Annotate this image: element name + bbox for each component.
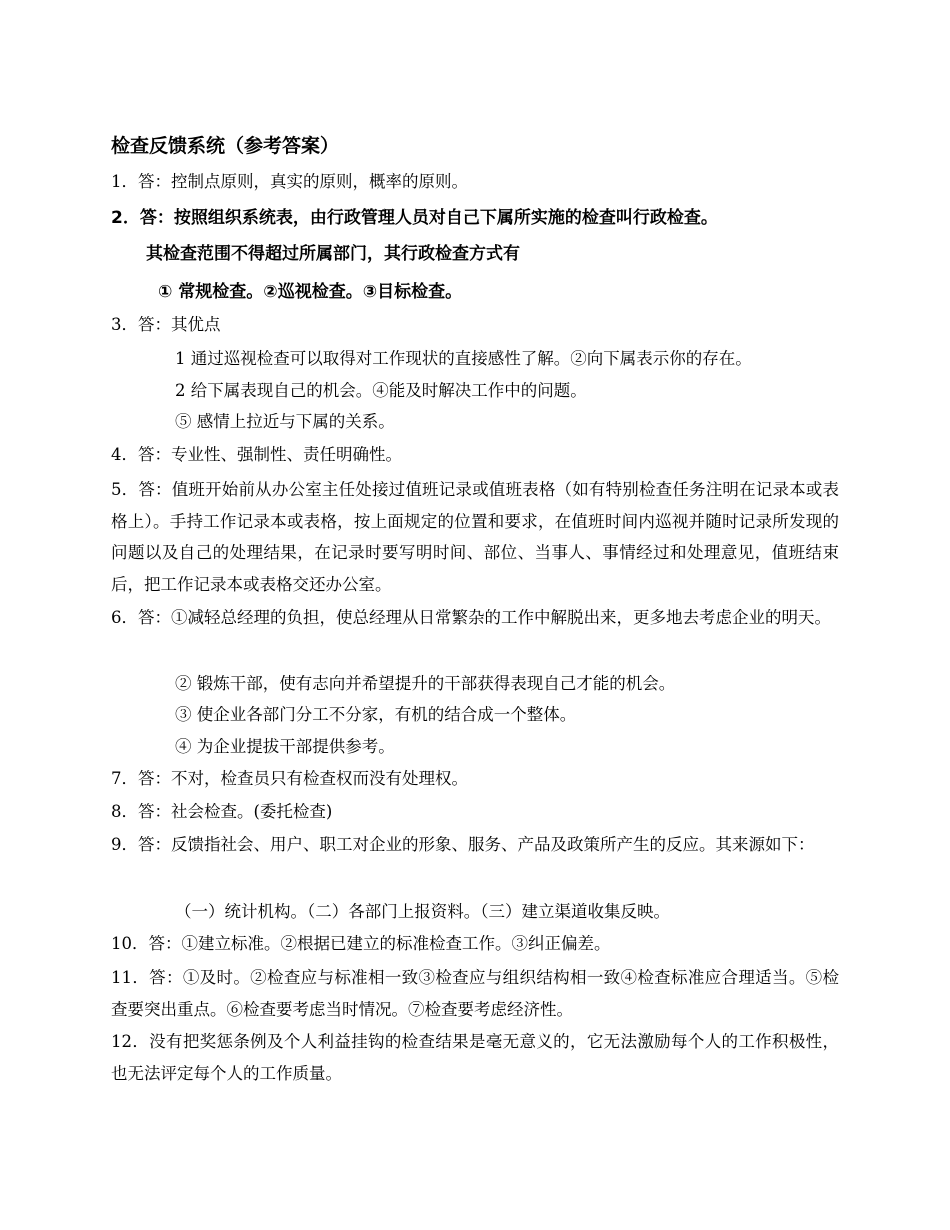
answer-6-item-4: ④ 为企业提拔干部提供参考。 [175,737,395,756]
answer-7: 7．答：不对，检查员只有检查权而没有处理权。 [111,769,468,788]
answer-6-item-2: ② 锻炼干部，使有志向并希望提升的干部获得表现自己才能的机会。 [175,674,676,693]
answer-10: 10．答：①建立标准。②根据已建立的标准检查工作。③纠正偏差。 [111,934,611,953]
answer-6-item-3: ③ 使企业各部门分工不分家，有机的结合成一个整体。 [175,705,577,724]
answer-4: 4．答：专业性、强制性、责任明确性。 [111,445,402,464]
answer-2-methods: ① 常规检查。②巡视检查。③目标检查。 [158,282,463,302]
answer-8: 8．答：社会检查。(委托检查) [111,802,333,821]
answer-3: 3．答：其优点 [111,315,221,334]
answer-9-sources: （一）统计机构。（二）各部门上报资料。（三）建立渠道收集反映。 [175,902,670,921]
answer-9: 9．答：反馈指社会、用户、职工对企业的形象、服务、产品及政策所产生的反应。其来源如下： [111,835,815,854]
answer-6: 6．答：①减轻总经理的负担，使总经理从日常繁杂的工作中解脱出来，更多地去考虑企业的明天。 [111,608,831,627]
answer-2: 2．答：按照组织系统表，由行政管理人员对自己下属所实施的检查叫行政检查。 [111,208,718,228]
document-title: 检查反馈系统（参考答案） [111,135,340,157]
answer-2-continuation: 其检查范围不得超过所属部门，其行政检查方式有 [146,244,520,264]
answer-3-item-2: 2 给下属表现自己的机会。④能及时解决工作中的问题。 [175,381,587,400]
answer-5: 5．答：值班开始前从办公室主任处接过值班记录或值班表格（如有特别检查任务注明在记录本或表格上）。手持工作记录本或表格，按上面规定的位置和要求，在值班时间内巡视并随时记录所发现的问题以及自己的处理结果，在记录时要写明时间、部位、当事人、事情经过和处理意见，值班结束后，把工作记录本或表格交还办公室。 [111,480,839,594]
answer-1: 1．答：控制点原则，真实的原则，概率的原则。 [111,172,468,191]
answer-12: 12．没有把奖惩条例及个人利益挂钩的检查结果是毫无意义的，它无法激励每个人的工作积极性，也无法评定每个人的工作质量。 [111,1032,839,1083]
answer-11: 11．答：①及时。②检查应与标准相一致③检查应与组织结构相一致④检查标准应合理适当。⑤检查要突出重点。⑥检查要考虑当时情况。⑦检查要考虑经济性。 [111,968,839,1019]
answer-3-item-1: 1 通过巡视检查可以取得对工作现状的直接感性了解。②向下属表示你的存在。 [175,349,752,368]
answer-3-item-3: ⑤ 感情上拉近与下属的关系。 [175,412,395,431]
